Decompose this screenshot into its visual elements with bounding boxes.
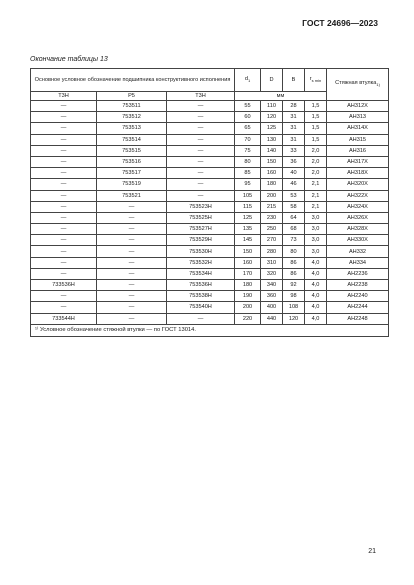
table-cell: —: [97, 224, 167, 235]
table-cell: 400: [261, 302, 283, 313]
table-cell: АН334: [327, 257, 389, 268]
table-cell: АН328Х: [327, 224, 389, 235]
table-cell: 2,0: [305, 145, 327, 156]
col-d-subscript: 1: [247, 78, 251, 84]
table-cell: 753513: [97, 123, 167, 134]
col-sleeve-footnote-mark: 1): [376, 82, 380, 88]
table-cell: АН332: [327, 246, 389, 257]
table-cell: 120: [261, 112, 283, 123]
col-header-sleeve: [327, 69, 389, 101]
table-cell: 753523Н: [167, 201, 235, 212]
table-cell: 86: [283, 268, 305, 279]
table-cell: 64: [283, 212, 305, 223]
table-cell: —: [167, 179, 235, 190]
table-cell: —: [167, 168, 235, 179]
table-cell: —: [97, 280, 167, 291]
table-row: [31, 145, 389, 156]
col-header-B: B: [283, 69, 305, 92]
table-cell: —: [31, 235, 97, 246]
table-cell: 125: [235, 212, 261, 223]
table-cell: 753512: [97, 112, 167, 123]
table-cell: 753534Н: [167, 268, 235, 279]
table-row: [31, 235, 389, 246]
table-cell: 135: [235, 224, 261, 235]
table-row: [31, 280, 389, 291]
table-cell: 115: [235, 201, 261, 212]
table-cell: 753516: [97, 156, 167, 167]
table-cell: —: [167, 313, 235, 324]
table-cell: 280: [261, 246, 283, 257]
table-cell: 2,1: [305, 201, 327, 212]
table-cell: —: [31, 268, 97, 279]
table-cell: 3,0: [305, 246, 327, 257]
page-number: 21: [368, 548, 376, 555]
table-row: [31, 168, 389, 179]
table-cell: 40: [283, 168, 305, 179]
table-cell: —: [97, 235, 167, 246]
table-row: [31, 201, 389, 212]
table-cell: 1,5: [305, 101, 327, 112]
table-row: [31, 123, 389, 134]
table-cell: —: [167, 134, 235, 145]
table-row: [31, 268, 389, 279]
table-cell: 125: [261, 123, 283, 134]
table-cell: 753519: [97, 179, 167, 190]
table-continuation-caption: Окончание таблицы 13: [30, 56, 108, 63]
table-cell: 55: [235, 101, 261, 112]
table-cell: 753530Н: [167, 246, 235, 257]
table-cell: АН2244: [327, 302, 389, 313]
units-header: мм: [235, 92, 327, 101]
table-row: [31, 190, 389, 201]
table-cell: 215: [261, 201, 283, 212]
table-cell: 753529Н: [167, 235, 235, 246]
table-cell: 85: [235, 168, 261, 179]
table-cell: 33: [283, 145, 305, 156]
table-row: [31, 224, 389, 235]
table-cell: —: [31, 179, 97, 190]
table-cell: 31: [283, 123, 305, 134]
table-cell: 110: [261, 101, 283, 112]
table-cell: —: [31, 224, 97, 235]
table-cell: 75: [235, 145, 261, 156]
table-cell: 310: [261, 257, 283, 268]
table-cell: 92: [283, 280, 305, 291]
table-cell: АН2236: [327, 268, 389, 279]
table-cell: 733544Н: [31, 313, 97, 324]
col-sleeve-label: Стяжная втулка: [335, 80, 377, 87]
table-cell: 753527Н: [167, 224, 235, 235]
table-cell: 150: [261, 156, 283, 167]
table-cell: 31: [283, 134, 305, 145]
table-cell: —: [31, 291, 97, 302]
table-cell: АН316: [327, 145, 389, 156]
table-row: [31, 302, 389, 313]
table-row: [31, 179, 389, 190]
table-cell: 2,1: [305, 190, 327, 201]
table-cell: АН330Х: [327, 235, 389, 246]
table-cell: —: [97, 257, 167, 268]
table-cell: 4,0: [305, 268, 327, 279]
table-cell: 2,0: [305, 156, 327, 167]
table-cell: 95: [235, 179, 261, 190]
table-cell: АН2238: [327, 280, 389, 291]
table-cell: 1,5: [305, 123, 327, 134]
table-row: [31, 112, 389, 123]
table-cell: 753521: [97, 190, 167, 201]
table-cell: 68: [283, 224, 305, 235]
table-cell: 160: [261, 168, 283, 179]
table-cell: 73: [283, 235, 305, 246]
table-body: [31, 101, 389, 325]
table-cell: 130: [261, 134, 283, 145]
table-cell: —: [167, 190, 235, 201]
table-cell: 270: [261, 235, 283, 246]
table-cell: 753538Н: [167, 291, 235, 302]
table-cell: 180: [235, 280, 261, 291]
table-cell: 250: [261, 224, 283, 235]
col-r-subscript: s min: [311, 78, 322, 84]
table-cell: 46: [283, 179, 305, 190]
table-cell: 4,0: [305, 302, 327, 313]
table-cell: 65: [235, 123, 261, 134]
table-cell: 2,0: [305, 168, 327, 179]
table-cell: —: [167, 101, 235, 112]
table-cell: —: [97, 201, 167, 212]
table-cell: —: [97, 291, 167, 302]
table-cell: 753525Н: [167, 212, 235, 223]
table-cell: —: [31, 145, 97, 156]
table-cell: 200: [261, 190, 283, 201]
table-row: [31, 291, 389, 302]
table-cell: —: [167, 145, 235, 156]
designation-group-header: Основное условное обозначение подшипника конструктивного исполнения: [31, 69, 235, 92]
table-cell: —: [31, 168, 97, 179]
table-cell: 120: [283, 313, 305, 324]
col-r-label: r: [309, 75, 312, 82]
table-row: [31, 212, 389, 223]
table-cell: —: [31, 101, 97, 112]
table-cell: —: [31, 302, 97, 313]
table-cell: 753511: [97, 101, 167, 112]
table-cell: АН315: [327, 134, 389, 145]
table-cell: 753517: [97, 168, 167, 179]
table-cell: АН318Х: [327, 168, 389, 179]
table-cell: 320: [261, 268, 283, 279]
table-cell: 108: [283, 302, 305, 313]
col-d-label: d: [244, 75, 248, 82]
table-row: [31, 134, 389, 145]
table-cell: 105: [235, 190, 261, 201]
table-cell: 360: [261, 291, 283, 302]
table-cell: 28: [283, 101, 305, 112]
table-cell: —: [97, 313, 167, 324]
table-cell: АН312Х: [327, 101, 389, 112]
table-cell: 180: [261, 179, 283, 190]
table-cell: 36: [283, 156, 305, 167]
table-cell: 53: [283, 190, 305, 201]
table-cell: АН2240: [327, 291, 389, 302]
table-cell: —: [31, 134, 97, 145]
table-cell: 440: [261, 313, 283, 324]
table-cell: 1,5: [305, 112, 327, 123]
table-cell: —: [97, 246, 167, 257]
table-cell: АН313: [327, 112, 389, 123]
table-cell: АН314Х: [327, 123, 389, 134]
table-cell: 31: [283, 112, 305, 123]
table-cell: 753514: [97, 134, 167, 145]
table-cell: 4,0: [305, 291, 327, 302]
table-cell: —: [167, 156, 235, 167]
table-cell: —: [31, 212, 97, 223]
table-cell: 98: [283, 291, 305, 302]
table-cell: АН320Х: [327, 179, 389, 190]
table-cell: —: [31, 201, 97, 212]
table-cell: 70: [235, 134, 261, 145]
table-cell: 160: [235, 257, 261, 268]
table-cell: АН324Х: [327, 201, 389, 212]
table-cell: 340: [261, 280, 283, 291]
col-header-r: [305, 69, 327, 92]
table-cell: АН326Х: [327, 212, 389, 223]
table-cell: —: [97, 268, 167, 279]
table-cell: —: [97, 212, 167, 223]
table-cell: 3,0: [305, 235, 327, 246]
table-cell: 220: [235, 313, 261, 324]
col-header-D: D: [261, 69, 283, 92]
table-cell: 4,0: [305, 257, 327, 268]
table-cell: —: [31, 123, 97, 134]
table-cell: 80: [235, 156, 261, 167]
table-row: [31, 246, 389, 257]
subheader-t3n-1: Т3Н: [31, 92, 97, 101]
table-cell: 4,0: [305, 280, 327, 291]
table-cell: 230: [261, 212, 283, 223]
table-cell: —: [31, 257, 97, 268]
table-row: [31, 156, 389, 167]
table-cell: 140: [261, 145, 283, 156]
table-cell: 3,0: [305, 212, 327, 223]
table-cell: 145: [235, 235, 261, 246]
table-row: [31, 257, 389, 268]
table-cell: —: [167, 112, 235, 123]
standard-header: ГОСТ 24696—2023: [302, 18, 378, 28]
table-cell: АН2248: [327, 313, 389, 324]
table-cell: —: [31, 246, 97, 257]
table-cell: 2,1: [305, 179, 327, 190]
table-cell: 150: [235, 246, 261, 257]
table-cell: 86: [283, 257, 305, 268]
table-cell: 200: [235, 302, 261, 313]
table-cell: 1,5: [305, 134, 327, 145]
table-cell: 190: [235, 291, 261, 302]
table-cell: 753540Н: [167, 302, 235, 313]
table-row: [31, 101, 389, 112]
table-cell: АН317Х: [327, 156, 389, 167]
subheader-p5: Р5: [97, 92, 167, 101]
table-footnote: ¹⁾ Условное обозначение стяжной втулки — по ГОСТ 13014.: [31, 324, 389, 336]
table-cell: 60: [235, 112, 261, 123]
table-cell: —: [97, 302, 167, 313]
table-cell: 170: [235, 268, 261, 279]
table-cell: 3,0: [305, 224, 327, 235]
table-cell: 733536Н: [31, 280, 97, 291]
table-cell: 753536Н: [167, 280, 235, 291]
col-header-d1: [235, 69, 261, 92]
table-cell: АН322Х: [327, 190, 389, 201]
table-cell: —: [31, 112, 97, 123]
table-cell: —: [31, 190, 97, 201]
table-cell: 58: [283, 201, 305, 212]
table-row: [31, 313, 389, 324]
bearing-table: [30, 68, 389, 337]
table-cell: 753515: [97, 145, 167, 156]
table-cell: 4,0: [305, 313, 327, 324]
table-cell: 753532Н: [167, 257, 235, 268]
table-cell: —: [31, 156, 97, 167]
table-cell: 80: [283, 246, 305, 257]
subheader-t3n-2: Т3Н: [167, 92, 235, 101]
footnote-row: [31, 324, 389, 336]
table-cell: —: [167, 123, 235, 134]
